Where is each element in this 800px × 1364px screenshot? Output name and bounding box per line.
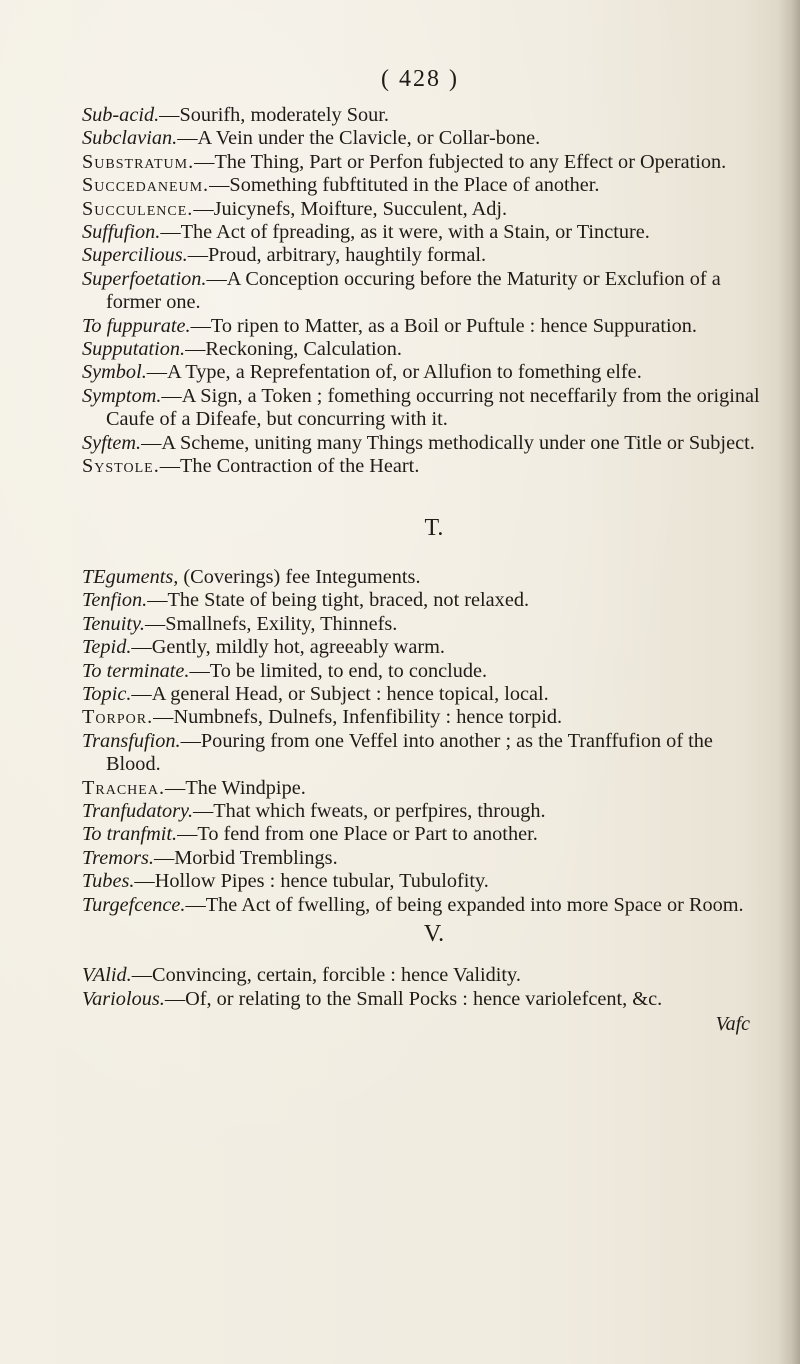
entries-t	[82, 566, 762, 917]
entry	[82, 988, 762, 1011]
entry	[82, 268, 762, 315]
entry	[82, 613, 762, 636]
entry	[82, 894, 762, 917]
headword: Succulence.	[82, 197, 194, 220]
headword: Trachea.	[82, 776, 166, 799]
definition: —A Vein under the Clavicle, or Collar-bone.	[177, 127, 541, 150]
definition: —The Windpipe.	[165, 776, 306, 799]
entry	[82, 221, 762, 244]
entry	[82, 566, 762, 589]
definition: —A Type, a Reprefentation of, or Allufion to fomething elfe.	[146, 361, 642, 384]
entry	[82, 683, 762, 706]
headword: To tranfmit.	[82, 823, 178, 846]
entry	[82, 823, 762, 846]
definition: —To be limited, to end, to conclude.	[189, 659, 488, 682]
headword: Tenfion.	[82, 589, 148, 612]
entry	[82, 432, 762, 455]
page-number: ( 428 )	[381, 66, 459, 92]
headword: Suffufion.	[82, 221, 161, 244]
entries-v	[82, 964, 762, 1011]
definition: —The State of being tight, braced, not relaxed.	[147, 589, 530, 612]
headword: Turgefcence.	[82, 893, 186, 916]
definition: —A Scheme, uniting many Things methodically under one Title or Subject.	[141, 431, 755, 454]
definition: —The Act of fpreading, as it were, with a Stain, or Tincture.	[160, 221, 650, 244]
definition: —A Sign, a Token ; fomething occurring not neceffarily from the original Caufe of a Difeafe, but concurring with it.	[106, 384, 760, 431]
definition: —Morbid Tremblings.	[153, 846, 338, 869]
entry	[82, 151, 762, 174]
headword: Sub-acid.	[82, 104, 160, 126]
headword: Substratum.	[82, 150, 195, 173]
headword: VAlid.	[82, 964, 132, 987]
definition: —Reckoning, Calculation.	[185, 338, 402, 361]
entry	[82, 361, 762, 384]
definition: —To ripen to Matter, as a Boil or Puftule : hence Suppuration.	[190, 314, 697, 337]
entry	[82, 800, 762, 823]
headword: Supputation.	[82, 338, 186, 361]
definition: —Proud, arbitrary, haughtily formal.	[187, 244, 487, 267]
headword: Topic.	[82, 682, 132, 705]
definition: —That which fweats, or perfpires, through.	[193, 799, 546, 822]
definition: —Of, or relating to the Small Pocks : hence variolefcent, &c.	[164, 987, 663, 1010]
entry	[82, 244, 762, 267]
definition: —Convincing, certain, forcible : hence Validity.	[131, 964, 521, 987]
entry	[82, 706, 762, 729]
entry	[82, 198, 762, 221]
entries-s	[82, 104, 762, 479]
headword: Torpor.	[82, 706, 154, 729]
definition: —The Act of fwelling, of being expanded into more Space or Room.	[185, 893, 744, 916]
definition: —Juicynefs, Moifture, Succulent, Adj.	[193, 197, 508, 220]
definition: —Numbnefs, Dulnefs, Infenfibility : hence torpid.	[153, 706, 563, 729]
entry	[82, 589, 762, 612]
headword: To fuppurate.	[82, 314, 191, 337]
glossary-column	[82, 104, 762, 1037]
entry	[82, 315, 762, 338]
headword: Tubes.	[82, 870, 135, 893]
entry	[82, 964, 762, 987]
entry	[82, 338, 762, 361]
catchword: Vafc	[715, 1013, 750, 1036]
entry	[82, 385, 762, 432]
entry	[82, 104, 762, 127]
headword: Tranfudatory.	[82, 799, 194, 822]
headword: Succedaneum.	[82, 174, 210, 197]
headword: Tepid.	[82, 636, 132, 659]
entry	[82, 847, 762, 870]
headword: TEguments,	[82, 565, 179, 588]
entry	[82, 455, 762, 478]
definition: (Coverings) fee Integuments.	[178, 565, 421, 588]
entry	[82, 636, 762, 659]
headword: Syftem.	[82, 431, 142, 454]
headword: Symbol.	[82, 361, 147, 384]
definition: —Something fubftituted in the Place of another.	[209, 174, 600, 197]
entry	[82, 870, 762, 893]
headword: Transfufion.	[82, 729, 181, 752]
section-heading-t: T.	[424, 514, 444, 541]
definition: —Sourifh, moderately Sour.	[159, 104, 389, 126]
definition: —To fend from one Place or Part to another.	[177, 823, 538, 846]
definition: —The Contraction of the Heart.	[159, 455, 420, 478]
headword: Tremors.	[82, 846, 154, 869]
entry	[82, 777, 762, 800]
headword: Symptom.	[82, 384, 162, 407]
headword: Supercilious.	[82, 244, 188, 267]
definition: —Pouring from one Veffel into another ; as the Tranffufion of the Blood.	[106, 729, 713, 776]
headword: Superfoetation.	[82, 267, 207, 290]
headword: Systole.	[82, 455, 160, 478]
headword: Subclavian.	[82, 127, 178, 150]
entry	[82, 660, 762, 683]
definition: —A Conception occuring before the Maturity or Exclufion of a former one.	[106, 267, 721, 314]
headword: Tenuity.	[82, 612, 145, 635]
definition: —Hollow Pipes : hence tubular, Tubulofity.	[134, 870, 489, 893]
definition: —A general Head, or Subject : hence topical, local.	[131, 682, 549, 705]
headword: To terminate.	[82, 659, 190, 682]
definition: —Gently, mildly hot, agreeably warm.	[131, 636, 445, 659]
entry	[82, 127, 762, 150]
entry	[82, 730, 762, 777]
definition: —The Thing, Part or Perfon fubjected to any Effect or Operation.	[194, 150, 727, 173]
section-heading-v: V.	[423, 921, 445, 947]
entry	[82, 174, 762, 197]
headword: Variolous.	[82, 987, 165, 1010]
page-edge-shadow	[778, 0, 800, 1364]
definition: —Smallnefs, Exility, Thinnefs.	[144, 612, 398, 635]
